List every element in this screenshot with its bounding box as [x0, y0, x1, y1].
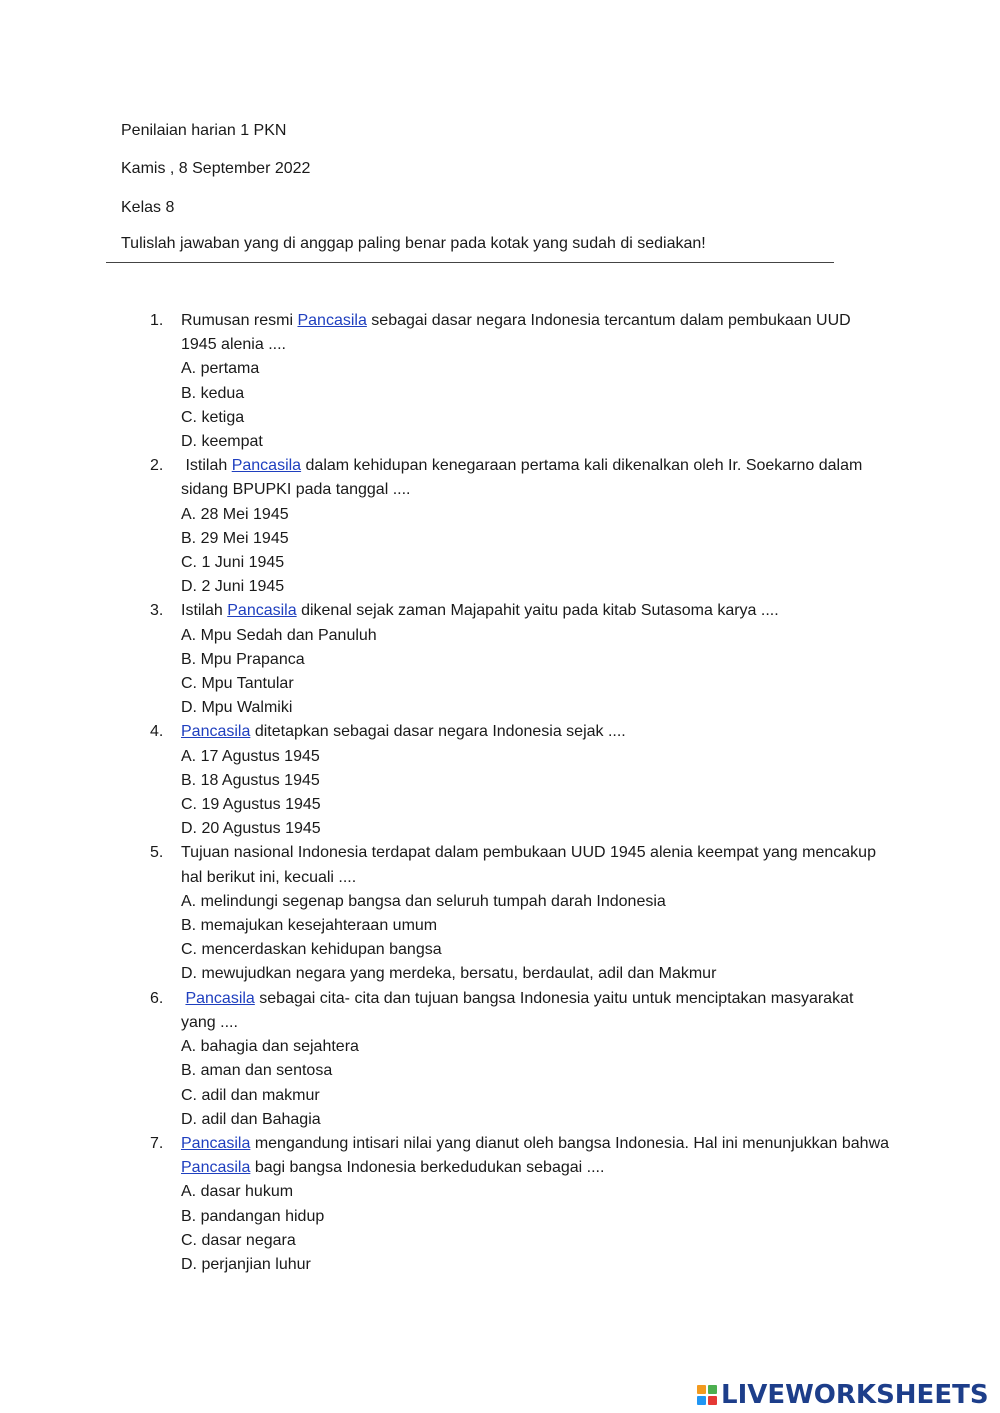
answer-option: D. keempat — [181, 433, 263, 451]
liveworksheets-brand[interactable] — [697, 1380, 989, 1410]
question-text — [181, 599, 890, 623]
question-number: 4. — [150, 723, 164, 741]
liveworksheets-logo-icon — [697, 1385, 717, 1405]
answer-option: B. pandangan hidup — [181, 1207, 325, 1225]
question-number: 7. — [150, 1134, 164, 1152]
answer-option: D. 2 Juni 1945 — [181, 578, 285, 596]
question-text — [181, 987, 890, 1035]
answer-option: B. memajukan kesejahteraan umum — [181, 917, 438, 935]
worksheet-date: Kamis , 8 September 2022 — [121, 160, 311, 177]
answer-option: C. adil dan makmur — [181, 1086, 320, 1104]
worksheet-title: Penilaian harian 1 PKN — [121, 122, 287, 139]
question-item — [150, 599, 890, 720]
answer-option: C. ketiga — [181, 408, 245, 426]
pancasila-link[interactable]: Pancasila — [231, 457, 302, 475]
question-text-segment: sebagai cita- cita dan tujuan bangsa Indonesia yaitu untuk menciptakan masyarakat yang .... — [181, 989, 858, 1031]
question-text-segment: bagi bangsa Indonesia berkedudukan sebagai .... — [250, 1159, 605, 1177]
answer-option: B. Mpu Prapanca — [181, 650, 305, 668]
question-number: 1. — [150, 312, 164, 329]
answer-option: B. kedua — [181, 384, 245, 402]
question-number: 3. — [150, 602, 164, 620]
question-text-segment: Istilah — [181, 602, 228, 620]
header-divider — [106, 262, 834, 263]
pancasila-link[interactable]: Pancasila — [227, 602, 297, 620]
question-text — [181, 454, 890, 502]
answer-option: B. 18 Agustus 1945 — [181, 771, 320, 789]
brand-name: LIVEWORKSHEETS — [721, 1380, 989, 1410]
answer-option: A. 17 Agustus 1945 — [181, 747, 320, 765]
question-item — [150, 841, 890, 986]
question-text-segment: dikenal sejak zaman Majapahit yaitu pada kitab Sutasoma karya .... — [296, 602, 779, 620]
question-text — [181, 1132, 894, 1180]
question-text-segment: Rumusan resmi — [181, 312, 298, 329]
answer-option: D. perjanjian luhur — [181, 1255, 311, 1273]
answer-option: A. melindungi segenap bangsa dan seluruh tumpah darah Indonesia — [181, 892, 666, 910]
question-number: 6. — [150, 989, 164, 1007]
question-text — [181, 309, 890, 357]
answer-option: B. 29 Mei 1945 — [181, 529, 289, 547]
answer-option: C. 19 Agustus 1945 — [181, 796, 321, 814]
worksheet-class: Kelas 8 — [121, 199, 175, 216]
question-text-segment: mengandung intisari nilai yang dianut oleh bangsa Indonesia. Hal ini menunjukkan bahwa — [250, 1134, 894, 1152]
pancasila-link[interactable]: Pancasila — [181, 723, 251, 741]
answer-option: A. Mpu Sedah dan Panuluh — [181, 626, 377, 644]
question-item — [150, 309, 890, 454]
answer-option: D. Mpu Walmiki — [181, 699, 293, 717]
question-text-segment: Istilah — [181, 457, 232, 475]
answer-option: D. 20 Agustus 1945 — [181, 820, 321, 838]
pancasila-link[interactable]: Pancasila — [181, 1134, 251, 1152]
question-text-segment: sebagai dasar negara Indonesia tercantum dalam pembukaan UUD 1945 alenia .... — [181, 312, 856, 354]
answer-option: C. 1 Juni 1945 — [181, 554, 285, 572]
question-number: 5. — [150, 844, 164, 862]
answer-option: A. bahagia dan sejahtera — [181, 1038, 359, 1056]
worksheet-instruction: Tulislah jawaban yang di anggap paling benar pada kotak yang sudah di sediakan! — [121, 235, 706, 252]
question-number: 2. — [150, 457, 164, 475]
pancasila-link[interactable]: Pancasila — [181, 1159, 251, 1177]
question-list — [150, 309, 894, 1277]
answer-option: A. dasar hukum — [181, 1183, 294, 1201]
answer-option: D. mewujudkan negara yang merdeka, bersatu, berdaulat, adil dan Makmur — [181, 965, 717, 983]
question-text — [181, 841, 890, 889]
question-text-segment: dalam kehidupan kenegaraan pertama kali dikenalkan oleh Ir. Soekarno dalam sidang BPUPKI pada tanggal .... — [181, 457, 867, 499]
answer-option: B. aman dan sentosa — [181, 1062, 333, 1080]
answer-option: C. dasar negara — [181, 1231, 296, 1249]
pancasila-link[interactable]: Pancasila — [185, 989, 255, 1007]
answer-option: D. adil dan Bahagia — [181, 1110, 321, 1128]
answer-option: A. 28 Mei 1945 — [181, 505, 289, 523]
question-item — [150, 1132, 894, 1277]
question-text-segment: ditetapkan sebagai dasar negara Indonesia sejak .... — [250, 723, 626, 741]
question-text-segment: Tujuan nasional Indonesia terdapat dalam pembukaan UUD 1945 alenia keempat yang mencakup hal berikut ini, kecuali .... — [181, 844, 881, 886]
answer-option: C. mencerdaskan kehidupan bangsa — [181, 941, 442, 959]
answer-option: C. Mpu Tantular — [181, 675, 294, 693]
question-item — [150, 987, 890, 1132]
question-item — [150, 454, 890, 599]
answer-option: A. pertama — [181, 360, 260, 378]
question-text — [181, 720, 890, 744]
question-item — [150, 720, 890, 841]
pancasila-link[interactable]: Pancasila — [297, 312, 367, 329]
